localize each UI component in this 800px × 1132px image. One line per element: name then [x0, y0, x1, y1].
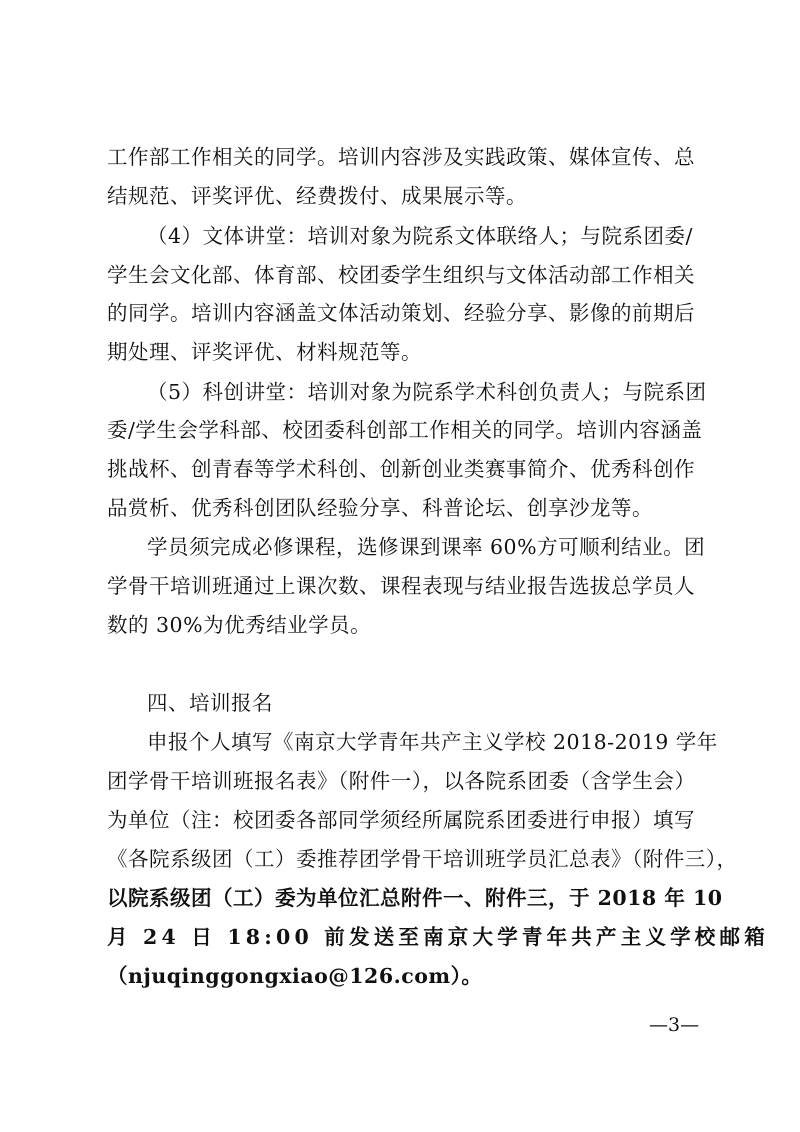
bold-email-line: （njuqinggongxiao@126.com）。	[107, 964, 483, 988]
bold-deadline-line: 月 24 日 18:00 前发送至南京大学青年共产主义学校邮箱	[107, 925, 769, 949]
section-5-heading-line: （5）科创讲堂：培训对象为院系学术科创负责人；与院系团	[147, 380, 707, 404]
body-text-line: 《各院系级团（工）委推荐团学骨干培训班学员汇总表》（附件三），	[107, 847, 738, 871]
section-4-heading-line: （4）文体讲堂：培训对象为院系文体联络人；与院系团委/	[147, 224, 693, 248]
body-text-line: 数的 30%为优秀结业学员。	[107, 613, 372, 637]
body-text-line: 的同学。培训内容涵盖文体活动策划、经验分享、影像的前期后	[107, 301, 695, 325]
body-text-line: 挑战杯、创青春等学术科创、创新创业类赛事简介、优秀科创作	[107, 457, 695, 481]
body-text-line: 品赏析、优秀科创团队经验分享、科普论坛、创享沙龙等。	[107, 496, 653, 520]
registration-paragraph-line: 申报个人填写《南京大学青年共产主义学校 2018-2019 学年	[147, 730, 718, 754]
body-text-line: 期处理、评奖评优、材料规范等。	[107, 340, 422, 364]
section-heading-registration: 四、培训报名	[147, 691, 273, 715]
bold-deadline-line: 以院系级团（工）委为单位汇总附件一、附件三，于 2018 年 10	[107, 886, 723, 910]
body-text-line: 委/学生会学科部、校团委科创部工作相关的同学。培训内容涵盖	[107, 418, 703, 442]
body-text-line: 学骨干培训班通过上课次数、课程表现与结业报告选拔总学员人	[107, 574, 695, 598]
body-text-line: 学生会文化部、体育部、校团委学生组织与文体活动部工作相关	[107, 263, 695, 287]
body-text-line: 工作部工作相关的同学。培训内容涉及实践政策、媒体宣传、总	[107, 145, 695, 169]
completion-paragraph-line: 学员须完成必修课程，选修课到课率 60%方可顺利结业。团	[147, 535, 706, 559]
body-text-line: 团学骨干培训班报名表》（附件一），以各院系团委（含学生会）	[107, 769, 696, 793]
body-text-line: 为单位（注：校团委各部同学须经所属院系团委进行申报）填写	[107, 808, 695, 832]
body-text-line: 结规范、评奖评优、经费拨付、成果展示等。	[107, 184, 527, 208]
page-number: —3—	[649, 1014, 700, 1036]
